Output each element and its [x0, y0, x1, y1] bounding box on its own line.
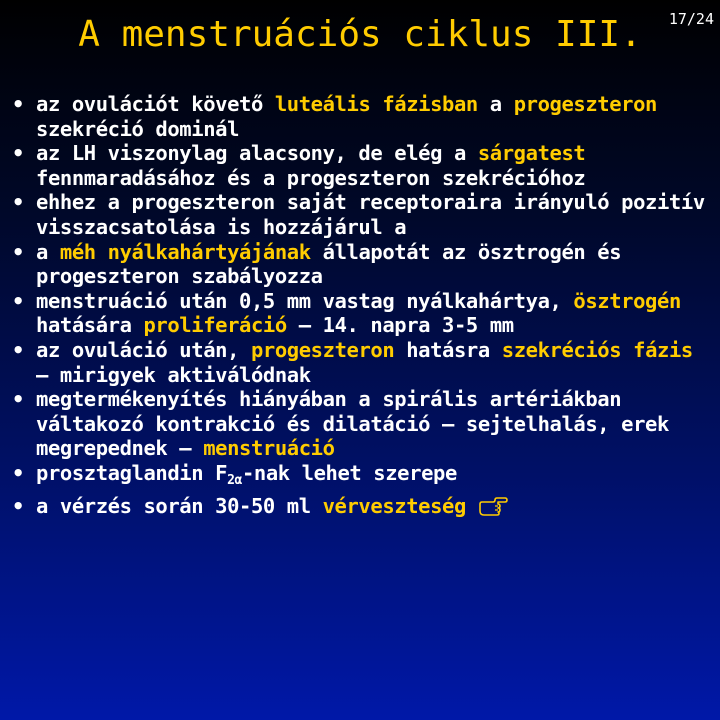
highlighted-term: proliferáció [143, 313, 287, 338]
bullet-marker: • [12, 387, 24, 412]
bullet-marker: • [12, 337, 24, 362]
list-item: • a méh nyálkahártyájának állapotát az ösztrogén és progeszteron szabályozza [12, 239, 622, 289]
list-item: • az ovuláció után, progeszteron hatásra szekréciós fázis – mirigyek aktiválódnak [12, 337, 693, 387]
bullet-marker: • [12, 493, 24, 518]
highlighted-term: szekréciós fázis [501, 337, 693, 362]
highlighted-term: sárgatest [477, 141, 586, 166]
list-item: • prosztaglandin $F_{2\alpha}$-nak lehet szerepe [12, 460, 457, 488]
bullet-marker: • [12, 141, 24, 166]
list-item: • az ovulációt követő luteális fázisban a progeszteron szekréció dominál [12, 92, 657, 141]
bullet-marker: • [12, 92, 24, 116]
highlighted-term: vérveszteség [322, 493, 466, 518]
highlighted-term: ösztrogén [573, 288, 681, 313]
highlighted-term: progeszteron [250, 337, 395, 362]
slide-title: A menstruációs ciklus III. [78, 14, 642, 55]
bullet-marker: • [12, 460, 24, 485]
list-item: • megtermékenyítés hiányában a spirális artériákban váltakozó kontrakció és dilatáció – sejtelhalás, erek megrepednek – menstruáció [12, 387, 669, 461]
highlighted-term: méh nyálkahártyájának [59, 239, 311, 264]
bullet-marker: • [12, 190, 24, 215]
page-number: 17/24 [668, 10, 714, 28]
subscript: 2α [227, 472, 242, 488]
list-item: • ehhez a progeszteron saját receptoraira irányuló pozitív visszacsatolása is hozzájárul a [12, 190, 705, 239]
highlighted-term: luteális fázisban [274, 92, 478, 116]
pointing-hand-icon[interactable] [478, 495, 508, 523]
bullet-marker: • [12, 288, 24, 313]
list-item: • az LH viszonylag alacsony, de elég a sárgatest fennmaradásához és a progeszteron szekrécióhoz [12, 141, 586, 190]
list-item: • a vérzés során 30-50 ml vérveszteség [10, 494, 716, 523]
highlighted-term: progeszteron [513, 92, 657, 116]
highlighted-term: menstruáció [203, 436, 335, 461]
bullet-list [10, 92, 716, 522]
bullet-marker: • [12, 239, 24, 264]
list-item: • menstruáció után 0,5 mm vastag nyálkahártya, ösztrogén hatására proliferáció – 14. napra 3-5 mm [12, 288, 681, 338]
